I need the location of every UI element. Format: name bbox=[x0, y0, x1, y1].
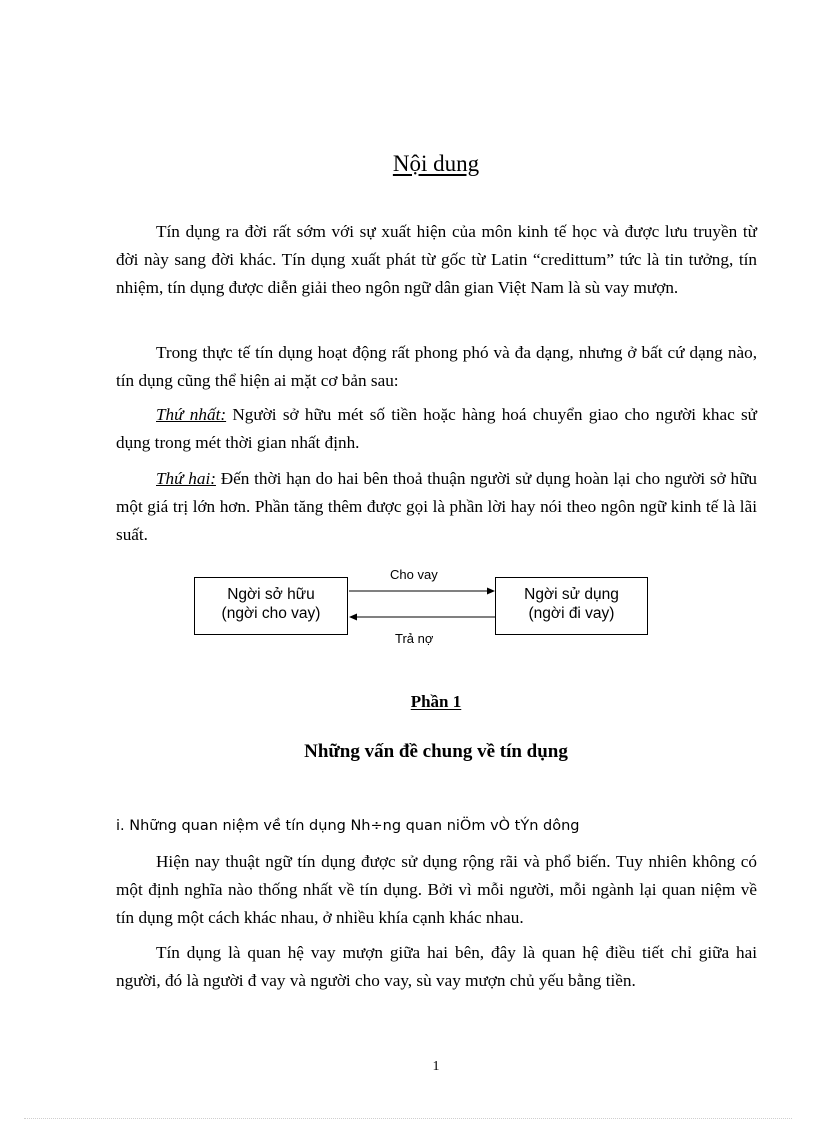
paragraph-first-aspect bbox=[116, 401, 757, 457]
paragraph-second-aspect bbox=[116, 465, 757, 549]
page-bottom-divider bbox=[24, 1118, 792, 1119]
first-aspect-label: Thứ nhất: bbox=[156, 405, 227, 424]
paragraph-relationship: Tín dụng là quan hệ vay mượn giữa hai bên, đây là quan hệ điều tiết chỉ giữa hai người, đó là người đ vay và người cho vay, sù vay mượn chủ yếu bằng tiền. bbox=[116, 943, 757, 990]
lender-box-line1: Ngời sở hữu bbox=[227, 586, 315, 603]
page-title: Nội dung bbox=[392, 151, 480, 176]
part-heading: Những vấn đề chung về tín dụng bbox=[304, 741, 568, 762]
lender-box bbox=[194, 577, 348, 635]
paragraph-intro: Tín dụng ra đời rất sớm với sự xuất hiện của môn kinh tế học và được lưu truyền từ đời này sang đời khác. Tín dụng xuất phát từ gốc từ Latin “credittum” tức là tin tưởng, tín nhiệm, tín dụng được diễn giải theo ngôn ngữ dân gian Việt Nam là sù vay mượn. bbox=[116, 222, 757, 297]
borrower-box-line2: (ngời đi vay) bbox=[528, 605, 615, 622]
lend-arrow bbox=[349, 588, 495, 595]
diagram-arrows bbox=[340, 580, 505, 630]
borrower-box bbox=[495, 577, 648, 635]
section-heading: i. Những quan niệm về tín dụng Nh÷ng quan niÖm vÒ tÝn dông bbox=[116, 818, 580, 834]
lend-arrow-label: Cho vay bbox=[390, 567, 438, 582]
borrower-box-line1: Ngời sử dụng bbox=[524, 586, 619, 603]
second-aspect-text: Đến thời hạn do hai bên thoả thuận người sử dụng hoàn lại cho người sở hữu một giá trị lớn hơn. Phần tăng thêm được gọi là phần lời hay nói theo ngôn ngữ kinh tế là lãi suất. bbox=[116, 469, 757, 544]
repay-arrow-label: Trả nợ bbox=[395, 631, 434, 646]
page-number: 1 bbox=[432, 1059, 440, 1074]
repay-arrow bbox=[349, 614, 495, 621]
part-label: Phần 1 bbox=[410, 692, 462, 711]
second-aspect-label: Thứ hai: bbox=[156, 469, 216, 488]
paragraph-aspects: Trong thực tế tín dụng hoạt động rất phong phó và đa dạng, nhưng ở bất cứ dạng nào, tín dụng cũng thể hiện ai mặt cơ bản sau: bbox=[116, 343, 757, 390]
lender-box-line2: (ngời cho vay) bbox=[221, 605, 321, 622]
paragraph-definition: Hiện nay thuật ngữ tín dụng được sử dụng rộng rãi và phổ biến. Tuy nhiên không có một định nghĩa nào thống nhất về tín dụng. Bởi vì mỗi người, mỗi ngành lại quan niệm về tín dụng một cách khác nhau, ở nhiều khía cạnh khác nhau. bbox=[116, 852, 757, 927]
first-aspect-text: Người sở hữu mét số tiền hoặc hàng hoá chuyển giao cho người khac sử dụng trong mét thời gian nhất định. bbox=[116, 405, 758, 452]
